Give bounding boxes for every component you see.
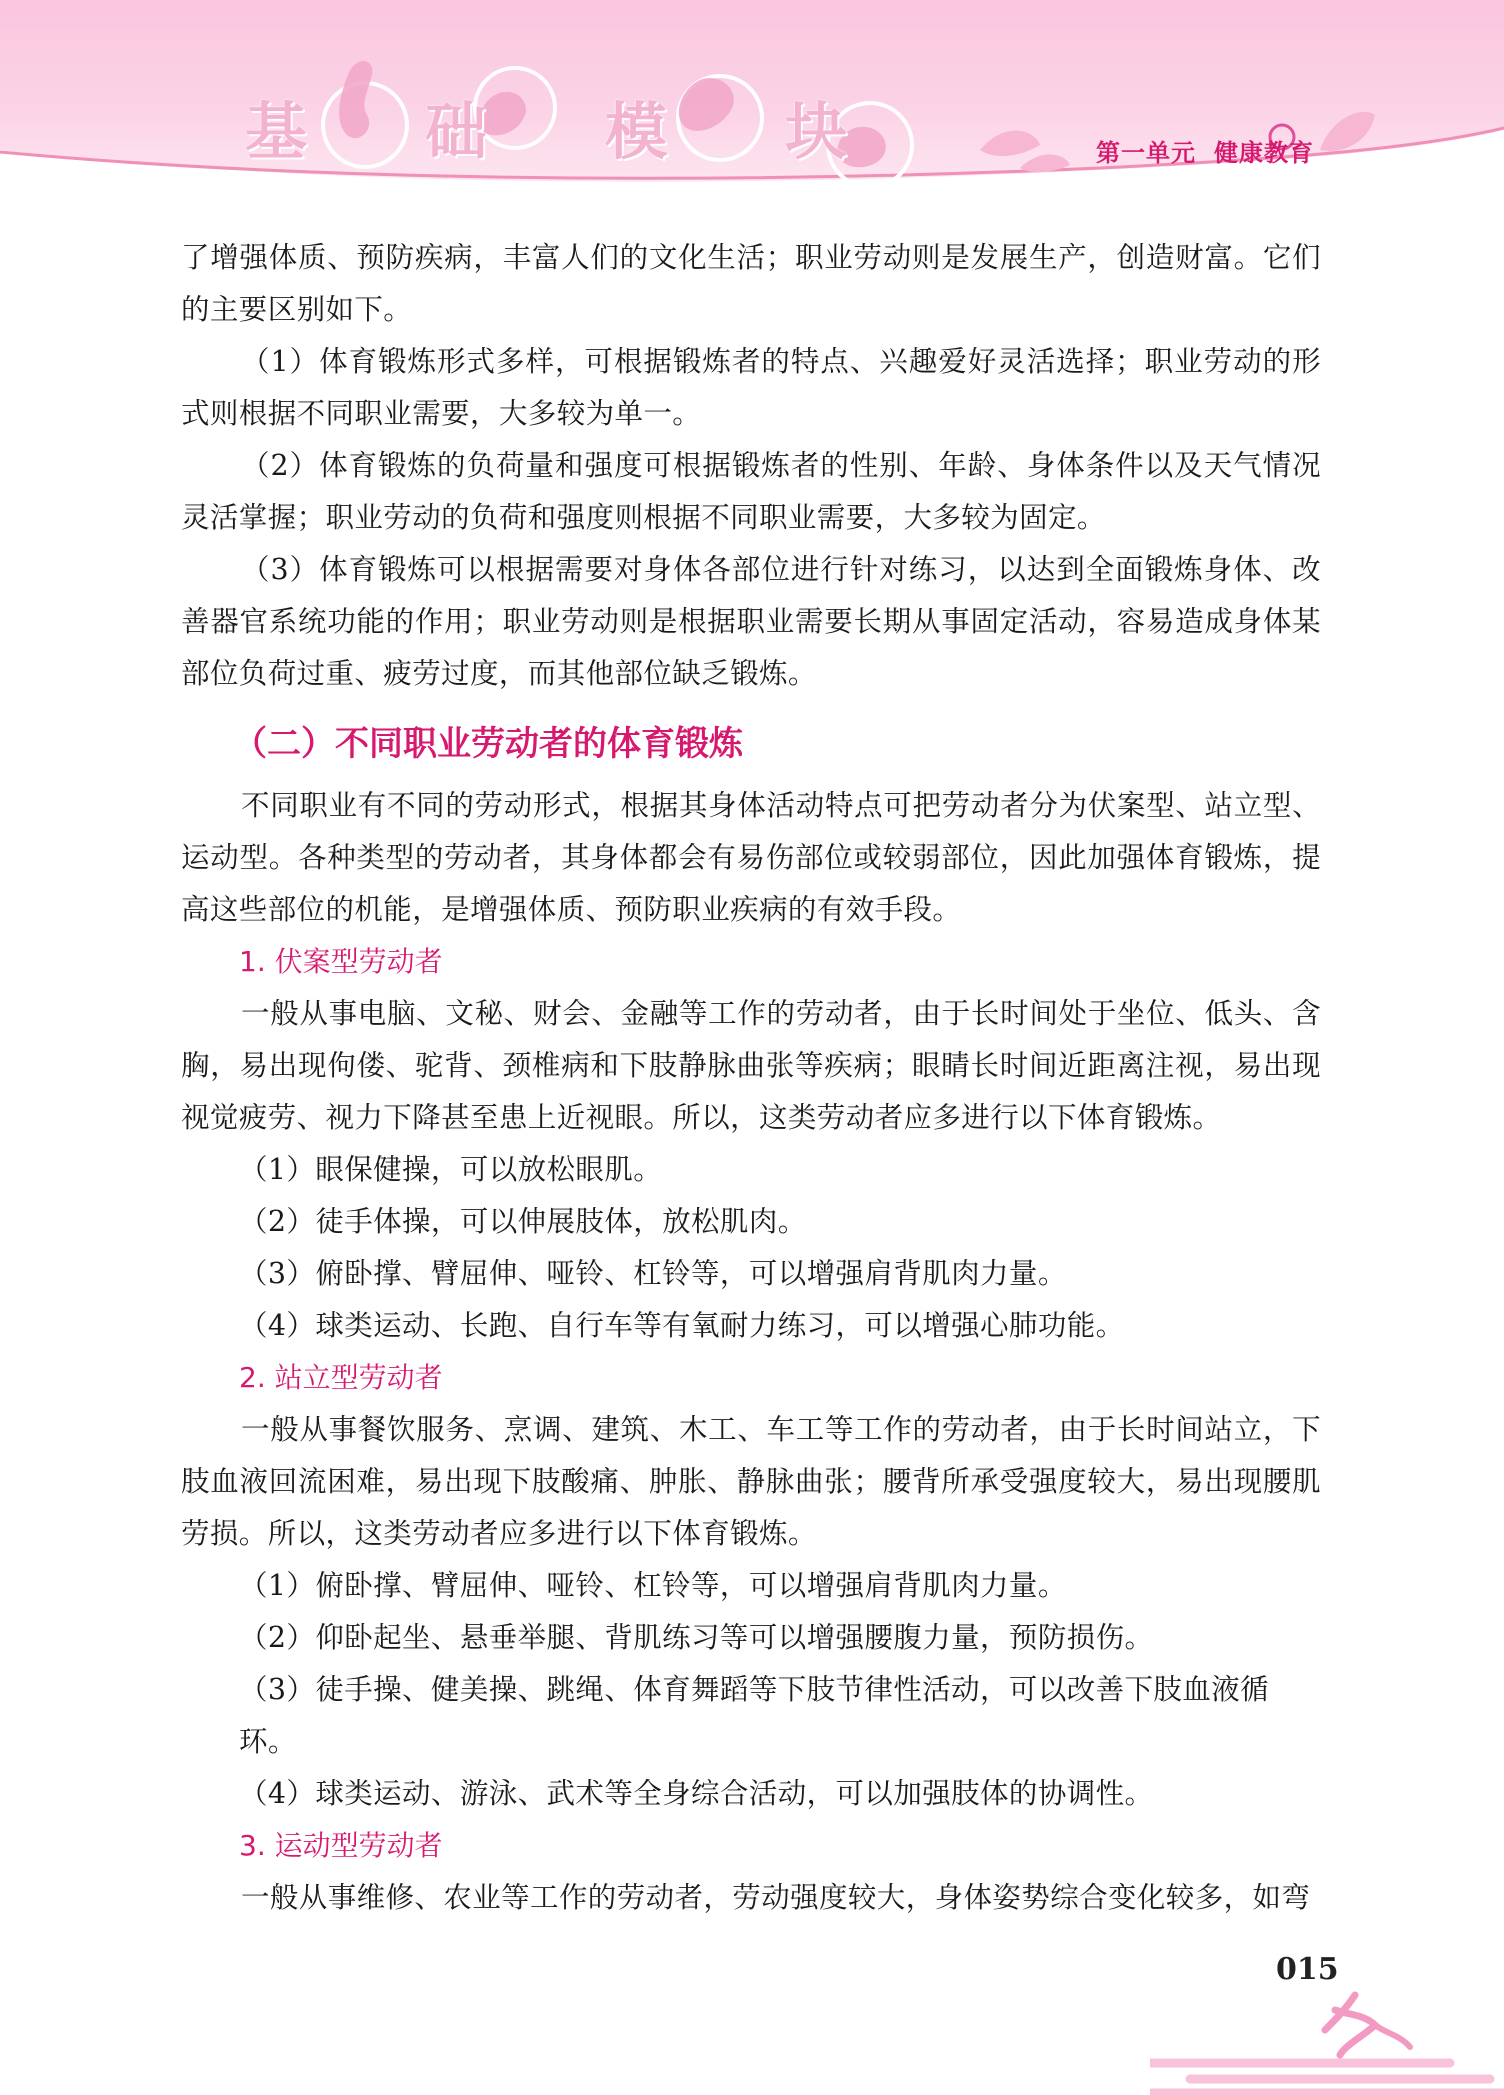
list-item: （3）俯卧撑、臂屈伸、哑铃、杠铃等，可以增强肩背肌肉力量。 bbox=[239, 1257, 1067, 1290]
page-number: 015 bbox=[1276, 1952, 1339, 1987]
module-char: 础 bbox=[425, 95, 488, 168]
main-content bbox=[181, 232, 1321, 1924]
paragraph: 一般从事餐饮服务、烹调、建筑、木工、车工等工作的劳动者，由于长时间站立，下肢血液回流困难，易出现下肢酸痛、肿胀、静脉曲张；腰背所承受强度较大，易出现腰肌劳损。所以，这类劳动者应多进行以下体育锻炼。 bbox=[181, 1413, 1321, 1550]
module-char: 块 bbox=[785, 95, 848, 168]
paragraph: 了增强体质、预防疾病，丰富人们的文化生活；职业劳动则是发展生产，创造财富。它们的主要区别如下。 bbox=[181, 241, 1321, 326]
list-item: （1）俯卧撑、臂屈伸、哑铃、杠铃等，可以增强肩背肌肉力量。 bbox=[239, 1569, 1067, 1602]
list-item: （4）球类运动、长跑、自行车等有氧耐力练习，可以增强心肺功能。 bbox=[239, 1309, 1125, 1342]
list-item: （1）眼保健操，可以放松眼肌。 bbox=[239, 1153, 663, 1186]
page-header bbox=[0, 0, 1504, 185]
subsection-title: 2. 站立型劳动者 bbox=[239, 1361, 443, 1394]
section-title: （二）不同职业劳动者的体育锻炼 bbox=[233, 724, 743, 764]
list-item: （2）仰卧起坐、悬垂举腿、背肌练习等可以增强腰腹力量，预防损伤。 bbox=[239, 1621, 1154, 1654]
runner-icon bbox=[1325, 1995, 1375, 2055]
list-item: （2）徒手体操，可以伸展肢体，放松肌肉。 bbox=[239, 1205, 807, 1238]
unit-topic: 健康教育 bbox=[1214, 139, 1314, 167]
subsection-title: 1. 伏案型劳动者 bbox=[239, 945, 443, 978]
paragraph: 一般从事电脑、文秘、财会、金融等工作的劳动者，由于长时间处于坐位、低头、含胸，易出现佝偻、驼背、颈椎病和下肢静脉曲张等疾病；眼睛长时间近距离注视，易出现视觉疲劳、视力下降甚至患上近视眼。所以，这类劳动者应多进行以下体育锻炼。 bbox=[181, 997, 1321, 1134]
unit-number: 第一单元 bbox=[1096, 139, 1196, 167]
difference-item: （1）体育锻炼形式多样，可根据锻炼者的特点、兴趣爱好灵活选择；职业劳动的形式则根据不同职业需要，大多较为单一。 bbox=[181, 345, 1321, 430]
module-char: 模 bbox=[605, 95, 668, 168]
subsection-title: 3. 运动型劳动者 bbox=[239, 1829, 443, 1862]
difference-item: （2）体育锻炼的负荷量和强度可根据锻炼者的性别、年龄、身体条件以及天气情况灵活掌握；职业劳动的负荷和强度则根据不同职业需要，大多较为固定。 bbox=[181, 449, 1321, 534]
unit-label bbox=[1096, 133, 1314, 168]
list-item: （3）徒手操、健美操、跳绳、体育舞蹈等下肢节律性活动，可以改善下肢血液循环。 bbox=[239, 1673, 1270, 1758]
footer-decoration bbox=[1150, 1985, 1504, 2095]
module-char: 基 bbox=[245, 95, 308, 168]
module-title bbox=[245, 82, 965, 171]
difference-item: （3）体育锻炼可以根据需要对身体各部位进行针对练习，以达到全面锻炼身体、改善器官系统功能的作用；职业劳动则是根据职业需要长期从事固定活动，容易造成身体某部位负荷过重、疲劳过度，而其他部位缺乏锻炼。 bbox=[181, 553, 1321, 690]
paragraph: 不同职业有不同的劳动形式，根据其身体活动特点可把劳动者分为伏案型、站立型、运动型。各种类型的劳动者，其身体都会有易伤部位或较弱部位，因此加强体育锻炼，提高这些部位的机能，是增强体质、预防职业疾病的有效手段。 bbox=[181, 789, 1321, 926]
paragraph: 一般从事维修、农业等工作的劳动者，劳动强度较大，身体姿势综合变化较多，如弯 bbox=[241, 1881, 1311, 1914]
list-item: （4）球类运动、游泳、武术等全身综合活动，可以加强肢体的协调性。 bbox=[239, 1777, 1154, 1810]
